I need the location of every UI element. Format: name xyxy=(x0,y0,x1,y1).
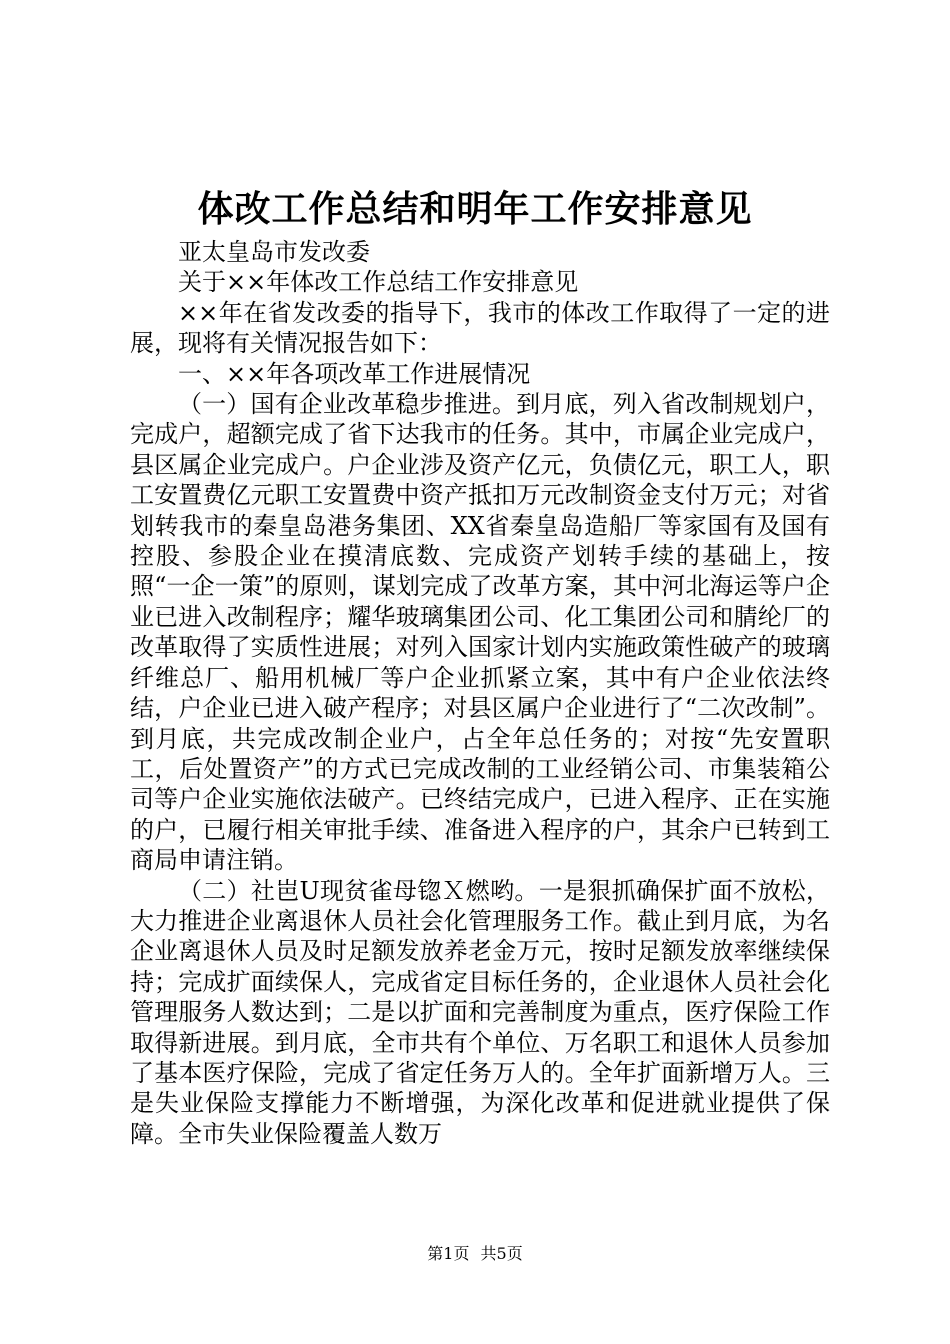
paragraph-soe-reform: （一）国有企业改革稳步推进。到月底，列入省改制规划户，完成户，超额完成了省下达我市的任务。其中，市属企业完成户，县区属企业完成户。户企业涉及资产亿元，负债亿元，职工人，职工安置费亿元职工安置费中资产抵扣万元改制资金支付万元；对省划转我市的秦皇岛港务集团、XX省秦皇岛造船厂等家国有及国有控股、参股企业在摸清底数、完成资产划转手续的基础上，按照“一企一策”的原则，谋划完成了改革方案，其中河北海运等户企业已进入改制程序；耀华玻璃集团公司、化工集团公司和腈纶厂的改革取得了实质性进展；对列入国家计划内实施政策性破产的玻璃纤维总厂、船用机械厂等户企业抓紧立案，其中有户企业依法终结，户企业已进入破产程序；对县区属户企业进行了“二次改制”。到月底，共完成改制企业户，占全年总任务的；对按“先安置职工，后处置资产”的方式已完成改制的工业经销公司、市集装箱公司等户企业实施依法破产。已终结完成户，已进入程序、正在实施的户，已履行相关审批手续、准备进入程序的户，其余户已转到工商局申请注销。 xyxy=(130,390,830,875)
document-body xyxy=(130,237,830,1149)
page-footer xyxy=(0,1243,950,1265)
paragraph-intro: ××年在省发改委的指导下，我市的体改工作取得了一定的进展，现将有关情况报告如下： xyxy=(130,298,830,358)
paragraph-issuer: 亚太皇岛市发改委 xyxy=(178,238,370,266)
paragraph-social-security: （二）社岜U现贫雀母锪Ｘ燃哟。一是狠抓确保扩面不放松，大力推进企业离退休人员社会化管理服务工作。截止到月底，为名企业离退休人员及时足额发放养老金万元，按时足额发放率继续保持；完成扩面续保人，完成省定目标任务的，企业退休人员社会化管理服务人数达到；二是以扩面和完善制度为重点，医疗保险工作取得新进展。到月底，全市共有个单位、万名职工和退休人员参加了基本医疗保险，完成了省定任务万人的。全年扩面新增万人。三是失业保险支撑能力不断增强，为深化改革和促进就业提供了保障。全市失业保险覆盖人数万 xyxy=(130,876,830,1148)
section-heading-1: 一、××年各项改革工作进展情况 xyxy=(178,359,531,388)
page-number: 第1页 xyxy=(427,1244,470,1263)
page-total: 共5页 xyxy=(480,1244,523,1263)
document-title: 体改工作总结和明年工作安排意见 xyxy=(197,188,753,230)
paragraph-subject: 关于××年体改工作总结工作安排意见 xyxy=(178,268,579,297)
